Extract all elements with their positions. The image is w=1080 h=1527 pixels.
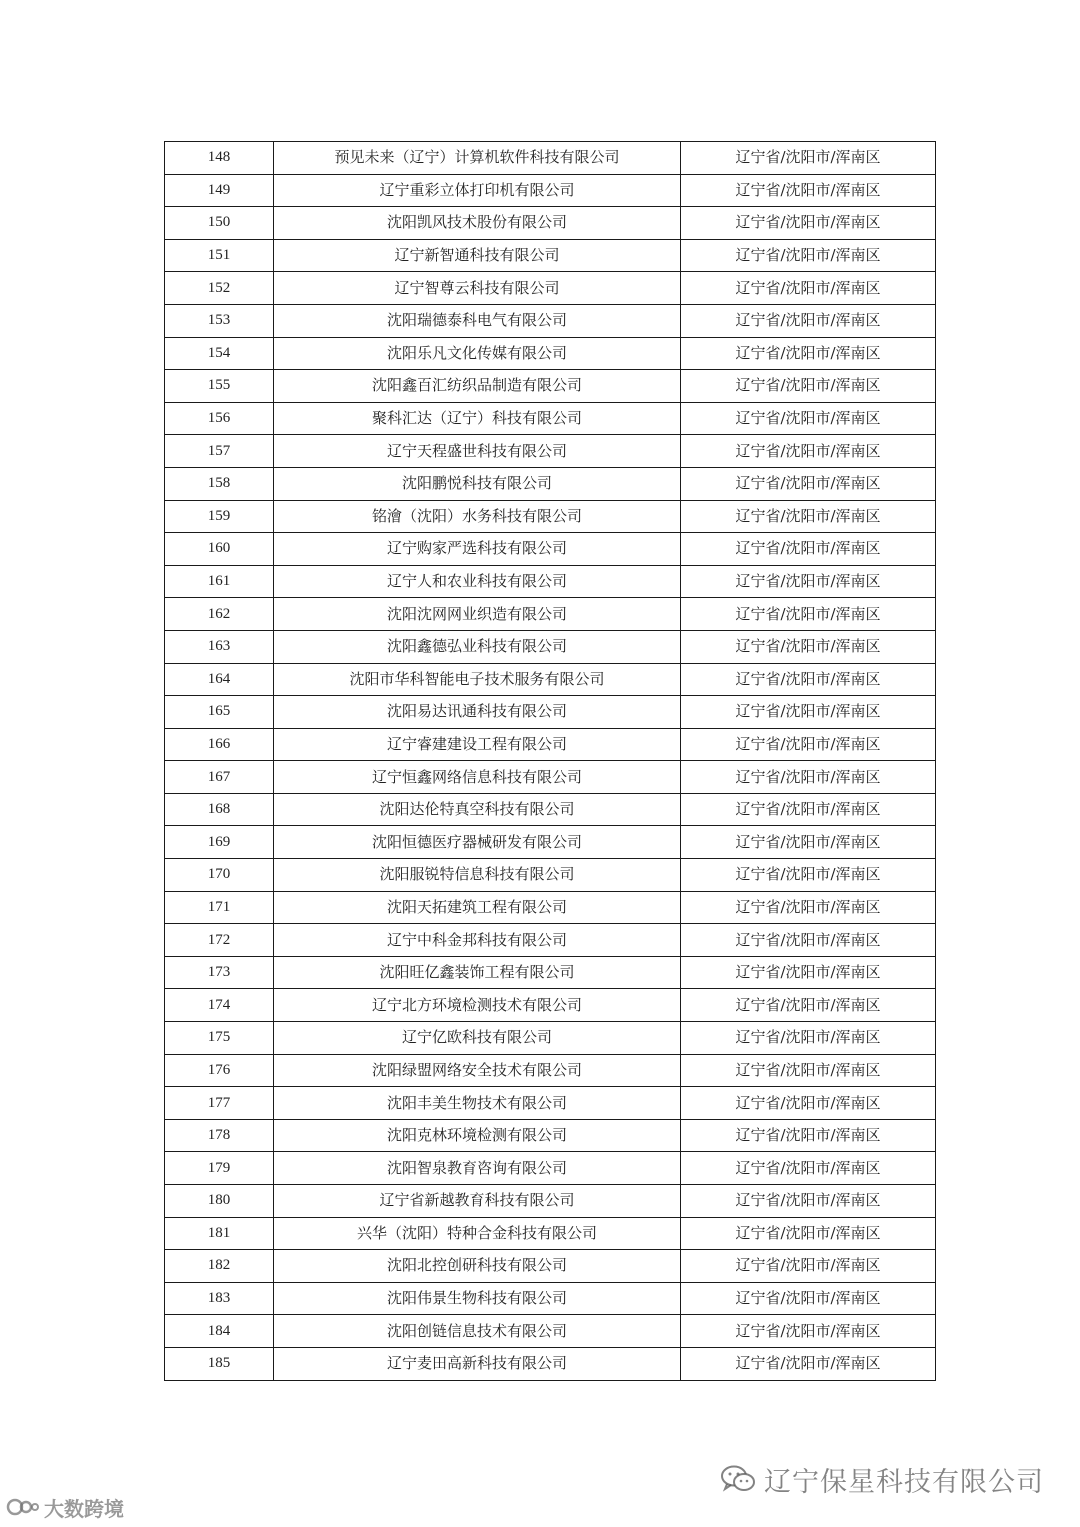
company-name: 沈阳恒德医疗器械研发有限公司 [274, 826, 681, 859]
region-cell: 辽宁省/沈阳市/浑南区 [681, 1282, 936, 1315]
table-row [165, 500, 936, 533]
table-row [165, 467, 936, 500]
company-name: 辽宁亿欧科技有限公司 [274, 1022, 681, 1055]
company-name: 铭澮（沈阳）水务科技有限公司 [274, 500, 681, 533]
row-number: 184 [165, 1315, 274, 1348]
region-cell: 辽宁省/沈阳市/浑南区 [681, 1022, 936, 1055]
table-row [165, 142, 936, 175]
table-row [165, 956, 936, 989]
row-number: 167 [165, 761, 274, 794]
company-name: 沈阳北控创研科技有限公司 [274, 1250, 681, 1283]
table-row [165, 1250, 936, 1283]
row-number: 175 [165, 1022, 274, 1055]
region-cell: 辽宁省/沈阳市/浑南区 [681, 956, 936, 989]
table-row [165, 402, 936, 435]
table-row [165, 1185, 936, 1218]
table-row [165, 207, 936, 240]
row-number: 160 [165, 533, 274, 566]
company-name: 沈阳丰美生物技术有限公司 [274, 1087, 681, 1120]
region-cell: 辽宁省/沈阳市/浑南区 [681, 565, 936, 598]
company-name: 辽宁北方环境检测技术有限公司 [274, 989, 681, 1022]
region-cell: 辽宁省/沈阳市/浑南区 [681, 924, 936, 957]
table-row [165, 630, 936, 663]
table-row [165, 1022, 936, 1055]
row-number: 178 [165, 1119, 274, 1152]
row-number: 173 [165, 956, 274, 989]
company-list-table [164, 141, 936, 1381]
company-name: 辽宁睿建建设工程有限公司 [274, 728, 681, 761]
row-number: 148 [165, 142, 274, 175]
row-number: 168 [165, 793, 274, 826]
region-cell: 辽宁省/沈阳市/浑南区 [681, 337, 936, 370]
table-row [165, 1347, 936, 1380]
row-number: 165 [165, 696, 274, 729]
region-cell: 辽宁省/沈阳市/浑南区 [681, 370, 936, 403]
company-name: 沈阳克林环境检测有限公司 [274, 1119, 681, 1152]
region-cell: 辽宁省/沈阳市/浑南区 [681, 859, 936, 892]
row-number: 153 [165, 304, 274, 337]
table-row [165, 663, 936, 696]
region-cell: 辽宁省/沈阳市/浑南区 [681, 761, 936, 794]
company-name: 沈阳鑫德弘业科技有限公司 [274, 630, 681, 663]
row-number: 180 [165, 1185, 274, 1218]
company-name: 沈阳鹏悦科技有限公司 [274, 467, 681, 500]
table-row [165, 1087, 936, 1120]
region-cell: 辽宁省/沈阳市/浑南区 [681, 1054, 936, 1087]
region-cell: 辽宁省/沈阳市/浑南区 [681, 500, 936, 533]
region-cell: 辽宁省/沈阳市/浑南区 [681, 1217, 936, 1250]
row-number: 172 [165, 924, 274, 957]
row-number: 177 [165, 1087, 274, 1120]
row-number: 163 [165, 630, 274, 663]
table-row [165, 793, 936, 826]
account-watermark [720, 1462, 1044, 1496]
company-name: 沈阳沈网网业织造有限公司 [274, 598, 681, 631]
row-number: 164 [165, 663, 274, 696]
table-row [165, 826, 936, 859]
row-number: 155 [165, 370, 274, 403]
row-number: 161 [165, 565, 274, 598]
row-number: 179 [165, 1152, 274, 1185]
region-cell: 辽宁省/沈阳市/浑南区 [681, 663, 936, 696]
region-cell: 辽宁省/沈阳市/浑南区 [681, 402, 936, 435]
account-name: 辽宁保星科技有限公司 [764, 1466, 1044, 1498]
region-cell: 辽宁省/沈阳市/浑南区 [681, 1087, 936, 1120]
table-row [165, 304, 936, 337]
table-row [165, 1217, 936, 1250]
row-number: 176 [165, 1054, 274, 1087]
region-cell: 辽宁省/沈阳市/浑南区 [681, 1152, 936, 1185]
company-name: 聚科汇达（辽宁）科技有限公司 [274, 402, 681, 435]
region-cell: 辽宁省/沈阳市/浑南区 [681, 1250, 936, 1283]
row-number: 171 [165, 891, 274, 924]
company-name: 沈阳天拓建筑工程有限公司 [274, 891, 681, 924]
row-number: 158 [165, 467, 274, 500]
table-row [165, 1315, 936, 1348]
company-name: 辽宁省新越教育科技有限公司 [274, 1185, 681, 1218]
company-name: 沈阳瑞德泰科电气有限公司 [274, 304, 681, 337]
company-name: 沈阳凯风技术股份有限公司 [274, 207, 681, 240]
company-name: 辽宁恒鑫网络信息科技有限公司 [274, 761, 681, 794]
row-number: 151 [165, 239, 274, 272]
table-row [165, 924, 936, 957]
row-number: 156 [165, 402, 274, 435]
company-name: 兴华（沈阳）特种合金科技有限公司 [274, 1217, 681, 1250]
region-cell: 辽宁省/沈阳市/浑南区 [681, 598, 936, 631]
company-name: 辽宁重彩立体打印机有限公司 [274, 174, 681, 207]
region-cell: 辽宁省/沈阳市/浑南区 [681, 174, 936, 207]
wechat-icon [720, 1464, 756, 1494]
region-cell: 辽宁省/沈阳市/浑南区 [681, 207, 936, 240]
row-number: 169 [165, 826, 274, 859]
table-row [165, 1152, 936, 1185]
region-cell: 辽宁省/沈阳市/浑南区 [681, 272, 936, 305]
region-cell: 辽宁省/沈阳市/浑南区 [681, 826, 936, 859]
row-number: 183 [165, 1282, 274, 1315]
row-number: 149 [165, 174, 274, 207]
company-name: 沈阳乐凡文化传媒有限公司 [274, 337, 681, 370]
row-number: 174 [165, 989, 274, 1022]
table-row [165, 598, 936, 631]
region-cell: 辽宁省/沈阳市/浑南区 [681, 1347, 936, 1380]
table-row [165, 859, 936, 892]
row-number: 185 [165, 1347, 274, 1380]
table-row [165, 174, 936, 207]
site-watermark [6, 1494, 124, 1520]
row-number: 166 [165, 728, 274, 761]
row-number: 152 [165, 272, 274, 305]
table-row [165, 1282, 936, 1315]
company-name: 沈阳旺亿鑫装饰工程有限公司 [274, 956, 681, 989]
company-name: 沈阳市华科智能电子技术服务有限公司 [274, 663, 681, 696]
region-cell: 辽宁省/沈阳市/浑南区 [681, 793, 936, 826]
company-name: 辽宁中科金邦科技有限公司 [274, 924, 681, 957]
company-name: 辽宁新智通科技有限公司 [274, 239, 681, 272]
region-cell: 辽宁省/沈阳市/浑南区 [681, 1315, 936, 1348]
company-name: 沈阳绿盟网络安全技术有限公司 [274, 1054, 681, 1087]
region-cell: 辽宁省/沈阳市/浑南区 [681, 435, 936, 468]
row-number: 154 [165, 337, 274, 370]
row-number: 162 [165, 598, 274, 631]
company-name: 沈阳服锐特信息科技有限公司 [274, 859, 681, 892]
table-row [165, 337, 936, 370]
company-name: 沈阳鑫百汇纺织品制造有限公司 [274, 370, 681, 403]
table-row [165, 1054, 936, 1087]
table-row [165, 891, 936, 924]
company-name: 沈阳达伦特真空科技有限公司 [274, 793, 681, 826]
row-number: 159 [165, 500, 274, 533]
table-row [165, 272, 936, 305]
row-number: 182 [165, 1250, 274, 1283]
table-row [165, 239, 936, 272]
region-cell: 辽宁省/沈阳市/浑南区 [681, 728, 936, 761]
region-cell: 辽宁省/沈阳市/浑南区 [681, 989, 936, 1022]
table-row [165, 728, 936, 761]
company-name: 沈阳创链信息技术有限公司 [274, 1315, 681, 1348]
region-cell: 辽宁省/沈阳市/浑南区 [681, 467, 936, 500]
company-name: 辽宁麦田高新科技有限公司 [274, 1347, 681, 1380]
company-name: 沈阳伟景生物科技有限公司 [274, 1282, 681, 1315]
company-name: 预见未来（辽宁）计算机软件科技有限公司 [274, 142, 681, 175]
row-number: 181 [165, 1217, 274, 1250]
table-row [165, 761, 936, 794]
region-cell: 辽宁省/沈阳市/浑南区 [681, 239, 936, 272]
company-name: 辽宁智尊云科技有限公司 [274, 272, 681, 305]
company-name: 辽宁人和农业科技有限公司 [274, 565, 681, 598]
region-cell: 辽宁省/沈阳市/浑南区 [681, 630, 936, 663]
company-name: 沈阳智泉教育咨询有限公司 [274, 1152, 681, 1185]
region-cell: 辽宁省/沈阳市/浑南区 [681, 696, 936, 729]
table-row [165, 533, 936, 566]
table-row [165, 989, 936, 1022]
region-cell: 辽宁省/沈阳市/浑南区 [681, 304, 936, 337]
table-row [165, 435, 936, 468]
company-name: 沈阳易达讯通科技有限公司 [274, 696, 681, 729]
region-cell: 辽宁省/沈阳市/浑南区 [681, 533, 936, 566]
region-cell: 辽宁省/沈阳市/浑南区 [681, 1119, 936, 1152]
site-name: 大数跨境 [44, 1496, 124, 1521]
table-row [165, 370, 936, 403]
table-row [165, 696, 936, 729]
company-name: 辽宁天程盛世科技有限公司 [274, 435, 681, 468]
region-cell: 辽宁省/沈阳市/浑南区 [681, 142, 936, 175]
company-name: 辽宁购家严选科技有限公司 [274, 533, 681, 566]
region-cell: 辽宁省/沈阳市/浑南区 [681, 1185, 936, 1218]
table-row [165, 1119, 936, 1152]
logo-icon [6, 1496, 40, 1518]
table-row [165, 565, 936, 598]
row-number: 157 [165, 435, 274, 468]
row-number: 170 [165, 859, 274, 892]
table-body [165, 142, 936, 1381]
region-cell: 辽宁省/沈阳市/浑南区 [681, 891, 936, 924]
row-number: 150 [165, 207, 274, 240]
